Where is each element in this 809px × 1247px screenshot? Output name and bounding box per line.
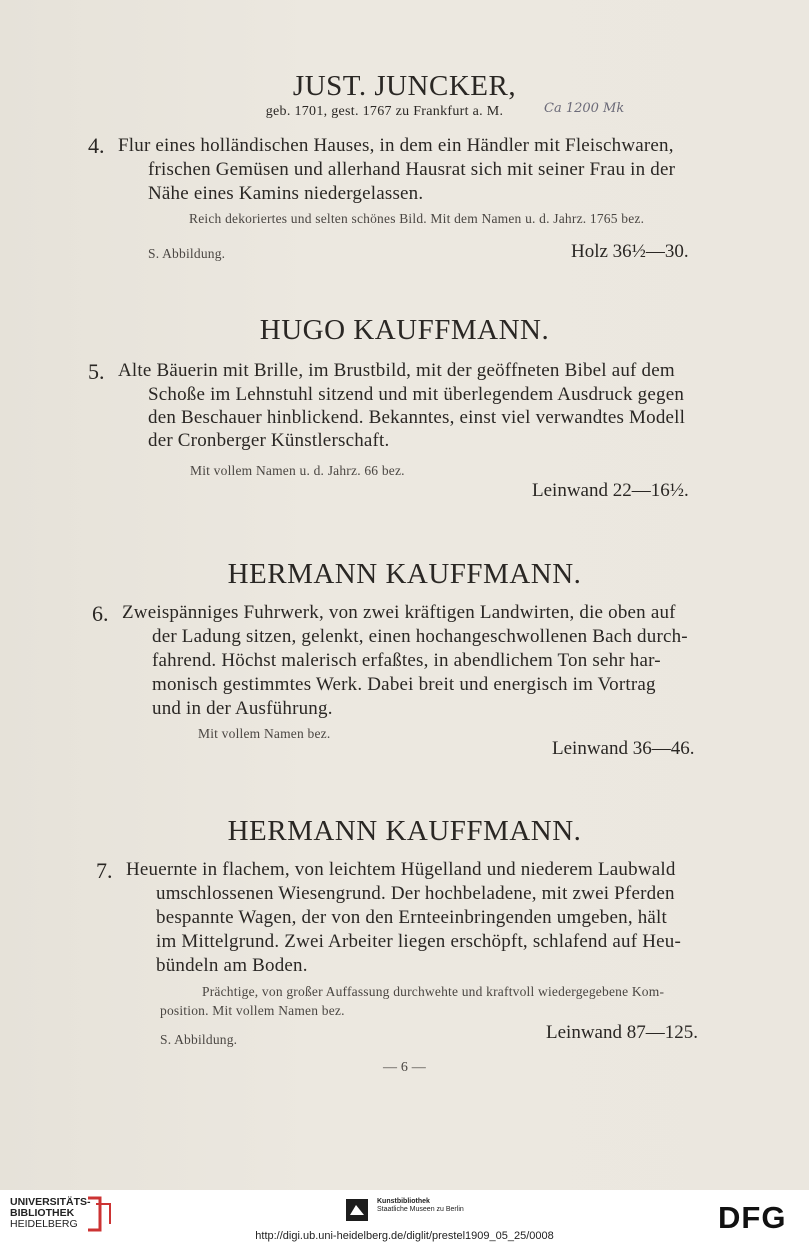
artist-dates: geb. 1701, gest. 1767 zu Frankfurt a. M. [265, 104, 504, 119]
kunstbibliothek-text [377, 1198, 464, 1214]
page-number: — 6 — [383, 1060, 426, 1075]
description-line: Nähe eines Kamins niedergelassen. [148, 183, 424, 204]
dfg-logo: DFG [718, 1200, 787, 1235]
source-url[interactable]: http://digi.ub.uni-heidelberg.de/diglit/prestel1909_05_25/0008 [255, 1230, 554, 1242]
description-line: im Mittelgrund. Zwei Arbeiter liegen erschöpft, schlafend auf Heu- [156, 931, 681, 952]
description-line: bündeln am Boden. [156, 955, 308, 976]
library-name-line: HEIDELBERG [10, 1218, 78, 1230]
artist-heading: HERMANN KAUFFMANN. [227, 558, 582, 590]
description-line: Zweispänniges Fuhrwerk, von zwei kräftigen Landwirten, die oben auf [122, 602, 676, 623]
illustration-reference: S. Abbildung. [148, 246, 226, 261]
library-name-line: BIBLIOTHEK [10, 1207, 75, 1219]
description-line: umschlossenen Wiesengrund. Der hochbeladene, mit zwei Pferden [156, 883, 675, 904]
kunstbibliothek-name: Kunstbibliothek [377, 1198, 430, 1205]
lot-price: Leinwand 22—16½. [532, 480, 689, 501]
lot-price: Holz 36½—30. [571, 241, 689, 262]
description-line: der Ladung sitzen, gelenkt, einen hochangeschwollenen Bach durch- [152, 626, 688, 647]
lot-note: position. Mit vollem Namen bez. [160, 1003, 345, 1018]
kunstbibliothek-subtitle: Staatliche Museen zu Berlin [377, 1206, 464, 1213]
description-line: Schoße im Lehnstuhl sitzend und mit überlegendem Ausdruck gegen [148, 384, 685, 405]
artist-heading: HERMANN KAUFFMANN. [227, 815, 582, 847]
illustration-reference: S. Abbildung. [160, 1032, 238, 1047]
lot-price: Leinwand 87—125. [546, 1022, 698, 1043]
description-line: frischen Gemüsen und allerhand Hausrat sich mit seiner Frau in der [148, 159, 676, 180]
description-line: bespannte Wagen, der von den Ernteeinbringenden umgeben, hält [156, 907, 668, 928]
artist-heading: HUGO KAUFFMANN. [259, 314, 550, 346]
lot-number: 5. [88, 359, 105, 384]
description-line: den Beschauer hinblickend. Bekanntes, einst viel verwandtes Modell [148, 407, 686, 428]
university-library-logo-icon [84, 1194, 114, 1234]
library-name-line: UNIVERSITÄTS- [10, 1196, 91, 1208]
description-line: Alte Bäuerin mit Brille, im Brustbild, mit der geöffneten Bibel auf dem [118, 360, 675, 381]
lot-note: Mit vollem Namen bez. [198, 726, 331, 741]
kunstbibliothek-logo-icon [344, 1197, 370, 1223]
description-line: Flur eines holländischen Hauses, in dem ein Händler mit Fleischwaren, [118, 135, 674, 156]
description-line: Heuernte in flachem, von leichtem Hügelland und niederem Laubwald [126, 859, 676, 880]
description-line: fahrend. Höchst malerisch erfaßtes, in abendlichem Ton sehr har- [152, 650, 661, 671]
artist-heading: JUST. JUNCKER, [292, 70, 517, 102]
description-line: der Cronberger Künstlerschaft. [148, 430, 390, 451]
lot-number: 7. [96, 858, 113, 883]
lot-note: Mit vollem Namen u. d. Jahrz. 66 bez. [190, 463, 405, 478]
description-line: monisch gestimmtes Werk. Dabei breit und energisch im Vortrag [152, 674, 656, 695]
lot-note: Reich dekoriertes und selten schönes Bild. Mit dem Namen u. d. Jahrz. 1765 bez. [189, 211, 645, 226]
lot-price: Leinwand 36—46. [552, 738, 695, 759]
lot-number: 4. [88, 133, 105, 158]
description-line: und in der Ausführung. [152, 698, 333, 719]
library-logo-text [10, 1197, 91, 1230]
lot-number: 6. [92, 601, 109, 626]
handwritten-annotation: Ca 1200 Mk [544, 101, 625, 116]
lot-note: Prächtige, von großer Auffassung durchwehte und kraftvoll wiedergegebene Kom- [202, 984, 665, 999]
